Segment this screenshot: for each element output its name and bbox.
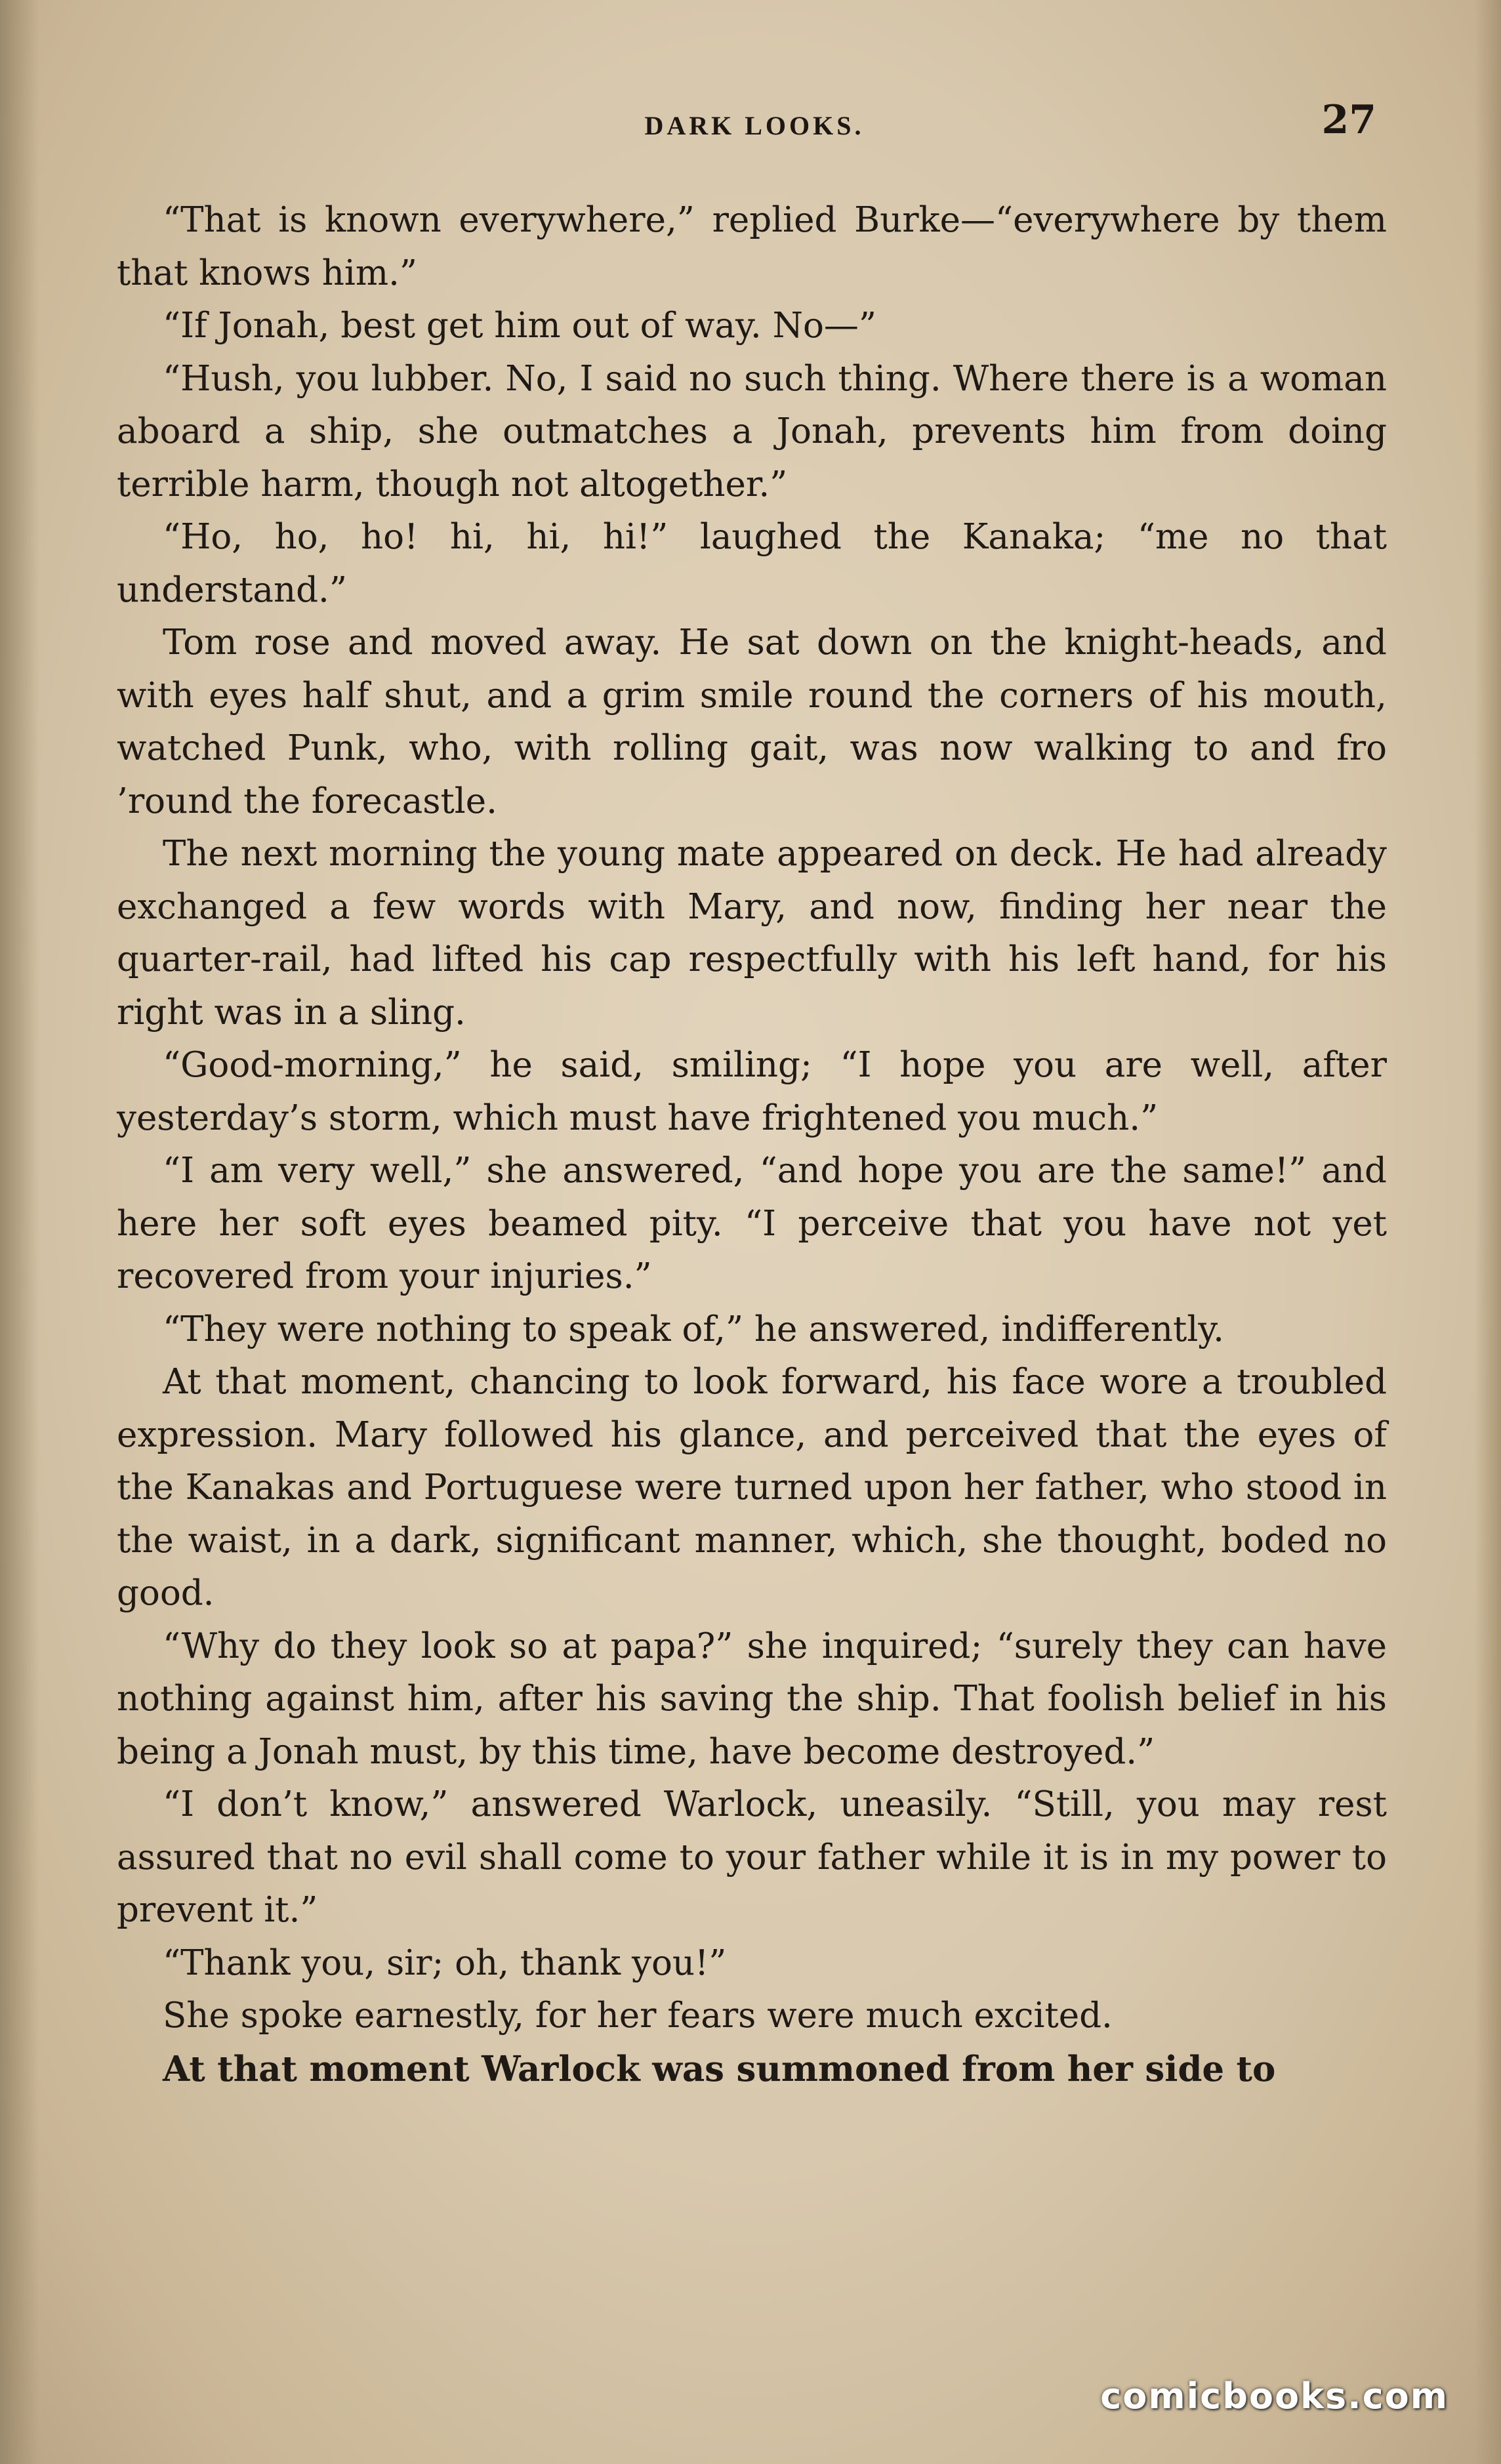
paragraph: She spoke earnestly, for her fears were much excited. bbox=[163, 1996, 1113, 2036]
paragraph: “If Jonah, best get him out of way. No—” bbox=[163, 306, 876, 346]
running-head: DARK LOOKS. bbox=[644, 111, 865, 140]
site-watermark: comicbooks.com bbox=[1100, 2375, 1449, 2417]
page-edge-shadow-left bbox=[0, 0, 39, 2464]
page-edge-shadow-right bbox=[1475, 0, 1501, 2464]
paragraph: “I am very well,” she answered, “and hope you are the same!” and here her soft eyes beamed pity. “I perceive that you have not yet recovered from your injuries.” bbox=[117, 1151, 1387, 1296]
paragraph: “Thank you, sir; oh, thank you!” bbox=[163, 1942, 727, 1983]
paragraph: “Good-morning,” he said, smiling; “I hope you are well, after yesterday’s storm, which must have frightened you much.” bbox=[117, 1045, 1387, 1138]
paragraph: Tom rose and moved away. He sat down on the knight-heads, and with eyes half shut, and a grim smile round the corners of his mouth, watched Punk, who, with rolling gait, was now walking to and fro ’round the forecastle. bbox=[117, 623, 1387, 821]
paragraph: “Ho, ho, ho! hi, hi, hi!” laughed the Kanaka; “me no that understand.” bbox=[117, 517, 1387, 610]
body-text bbox=[117, 194, 1387, 2095]
paragraph: “Hush, you lubber. No, I said no such thing. Where there is a woman aboard a ship, she outmatches a Jonah, prevents him from doing terrible harm, though not altogether.” bbox=[117, 358, 1387, 504]
page-number: 27 bbox=[1321, 97, 1376, 143]
page-header bbox=[118, 97, 1391, 150]
paragraph: “I don’t know,” answered Warlock, uneasily. “Still, you may rest assured that no evil shall come to your father while it is in my power to prevent it.” bbox=[117, 1784, 1387, 1930]
paragraph: At that moment, chancing to look forward, his face wore a troubled expression. Mary followed his glance, and perceived that the eyes of the Kanakas and Portuguese were turned upon her father, who stood in the waist, in a dark, significant manner, which, she thought, boded no good. bbox=[117, 1362, 1387, 1613]
paragraph: “That is known everywhere,” replied Burke—“everywhere by them that knows him.” bbox=[117, 200, 1387, 293]
paragraph: The next morning the young mate appeared on deck. He had already exchanged a few words with Mary, and now, finding her near the quarter-rail, had lifted his cap respectfully with his left hand, for his right was in a sling. bbox=[117, 834, 1387, 1033]
paragraph: “They were nothing to speak of,” he answered, indifferently. bbox=[163, 1309, 1225, 1349]
paragraph: “Why do they look so at papa?” she inquired; “surely they can have nothing against him, after his saving the ship. That foolish belief in his being a Jonah must, by this time, have become destroyed.” bbox=[117, 1626, 1387, 1772]
paragraph: At that moment Warlock was summoned from her side to bbox=[163, 2048, 1276, 2089]
